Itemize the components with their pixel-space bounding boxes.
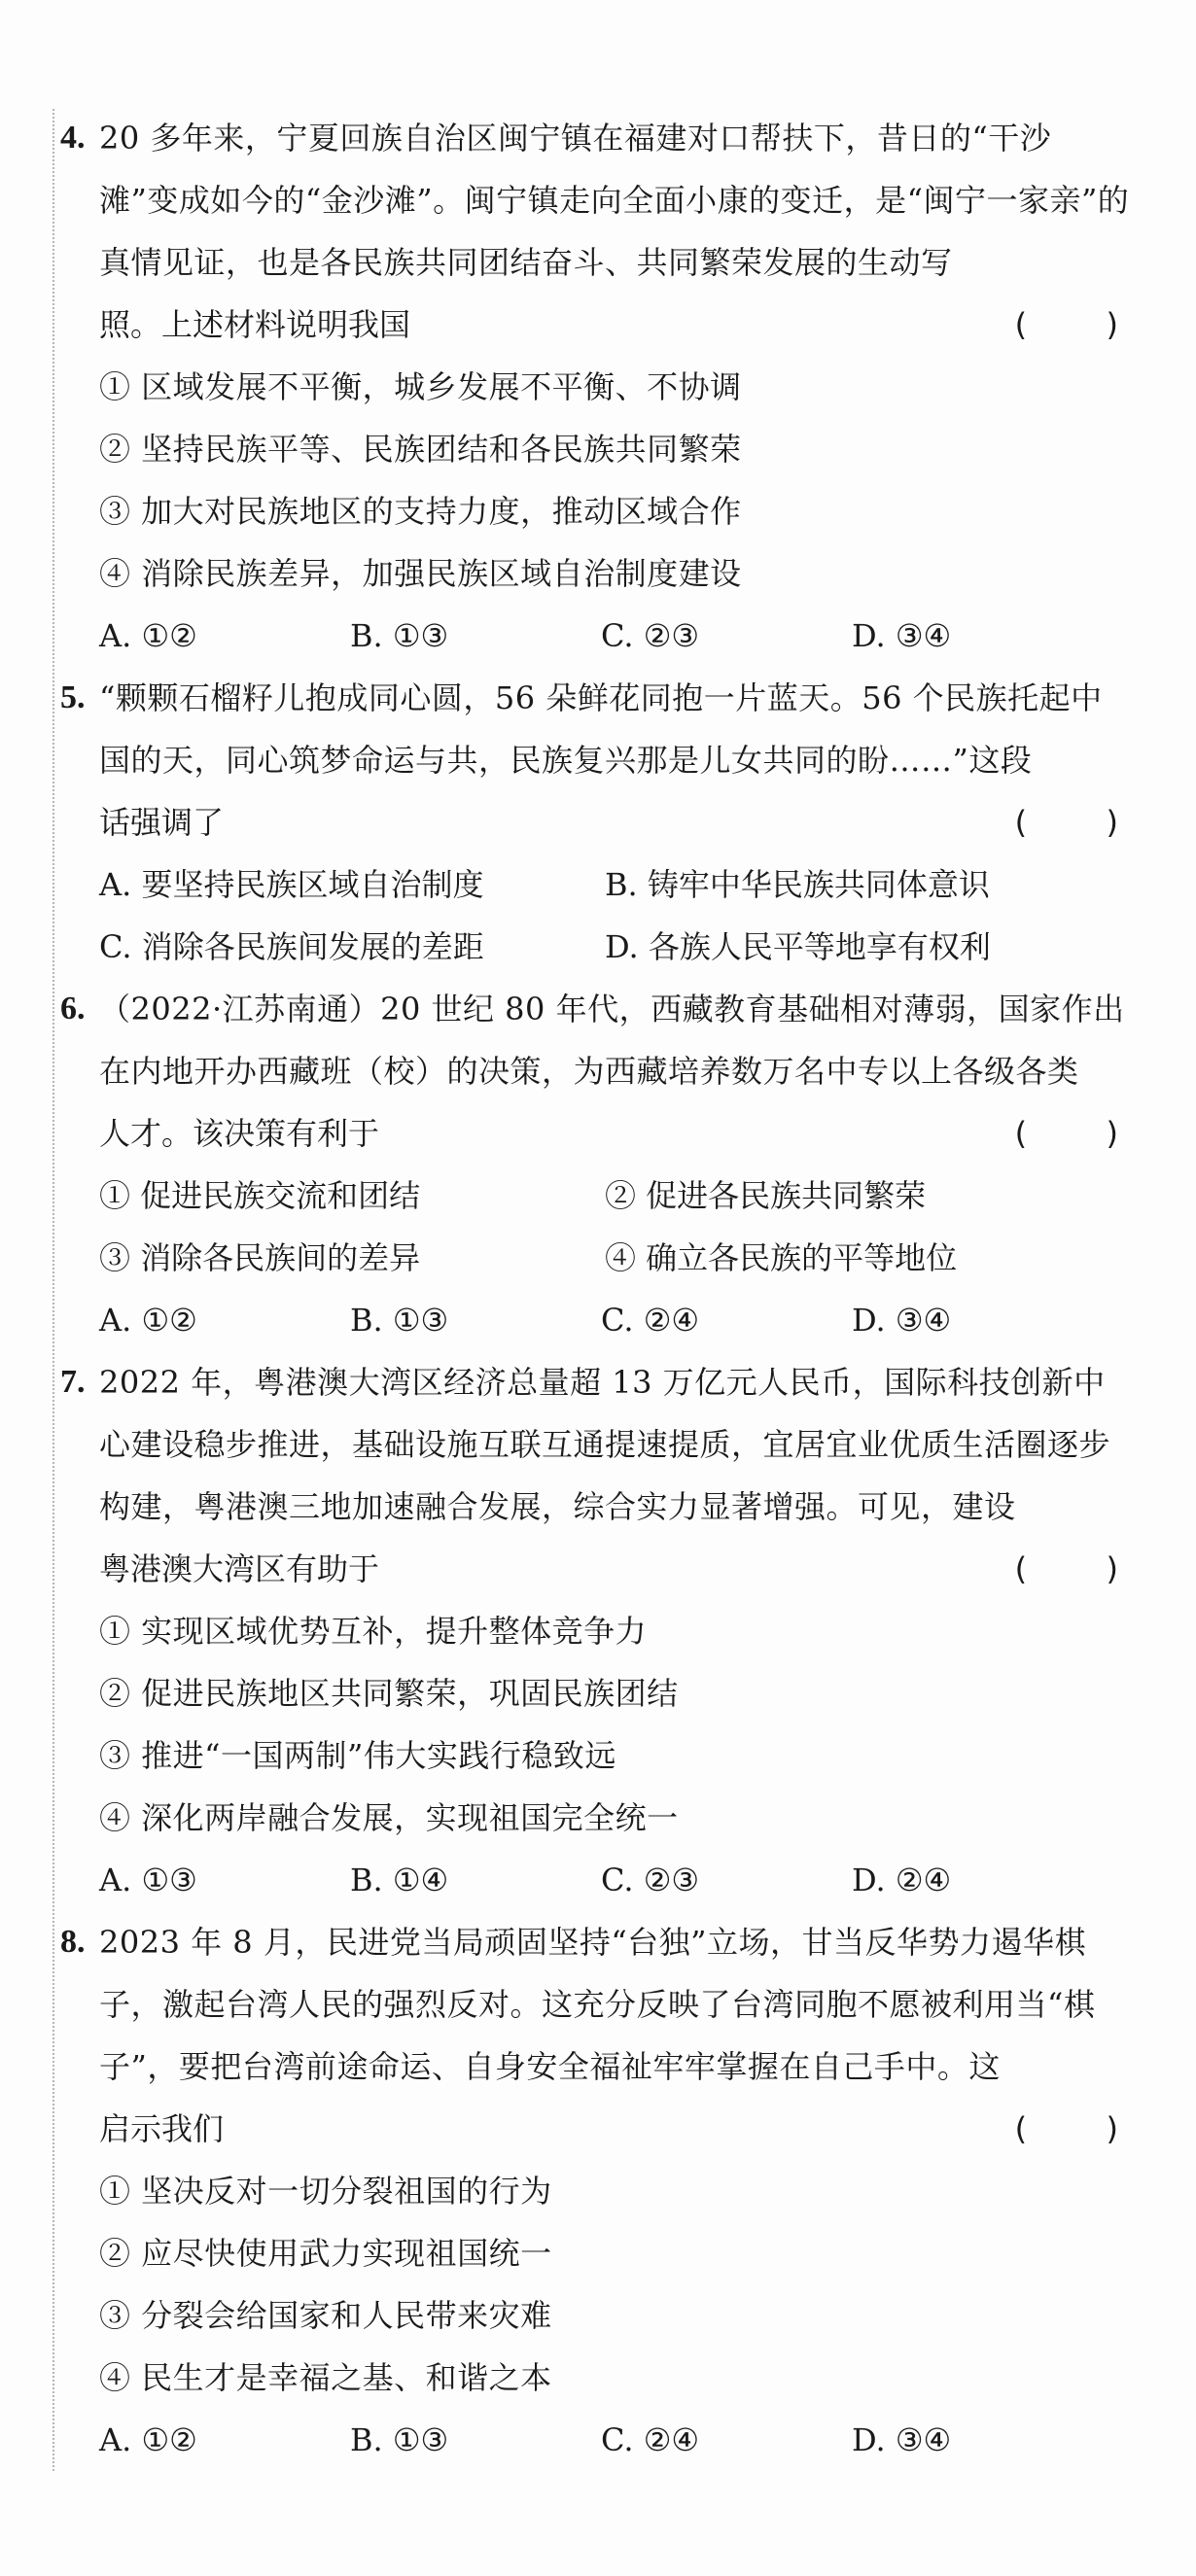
question-5 bbox=[60, 667, 1130, 978]
choice-c: C. ②④ bbox=[601, 1302, 700, 1339]
choice-a: A. ①② bbox=[99, 1302, 197, 1339]
option-item: ④ 确立各民族的平等地位 bbox=[605, 1239, 958, 1276]
question-number: 8. bbox=[60, 1924, 86, 1960]
answer-blank: ( ) bbox=[1014, 1550, 1118, 1587]
question-number: 7. bbox=[60, 1364, 86, 1400]
question-stem-last-line: 照。上述材料说明我国 bbox=[99, 306, 411, 343]
question-number: 6. bbox=[60, 991, 86, 1027]
question-stem: 2022 年，粤港澳大湾区经济总量超 13 万亿元人民币，国际科技创新中心建设稳步推进，基础设施互联互通提速提质，宜居宜业优质生活圈逐步构建，粤港澳三地加速融合发展，综合实力显著增强。可见，建设 bbox=[99, 1364, 1111, 1525]
question-stem-end bbox=[60, 294, 1130, 356]
question-stem-last-line: 粤港澳大湾区有助于 bbox=[99, 1550, 380, 1587]
choice-d: D. 各族人民平等地享有权利 bbox=[605, 928, 991, 965]
option-item: ③ 分裂会给国家和人民带来灾难 bbox=[99, 2297, 552, 2334]
option-item: ② 促进民族地区共同繁荣，巩固民族团结 bbox=[99, 1675, 679, 1712]
choice-d: D. ③④ bbox=[852, 1302, 952, 1339]
choice-c: C. ②③ bbox=[601, 1862, 700, 1898]
choice-a: A. 要坚持民族区域自治制度 bbox=[99, 866, 484, 903]
option-items-row-1 bbox=[60, 1165, 1130, 1227]
question-number: 5. bbox=[60, 679, 86, 715]
question-7 bbox=[60, 1351, 1130, 1911]
option-item: ④ 民生才是幸福之基、和谐之本 bbox=[99, 2359, 552, 2396]
choice-b: B. ①③ bbox=[350, 1302, 449, 1339]
answer-choices bbox=[60, 1849, 1130, 1911]
question-stem: （2022·江苏南通）20 世纪 80 年代，西藏教育基础相对薄弱，国家作出在内地开办西藏班（校）的决策，为西藏培养数万名中专以上各级各类 bbox=[99, 991, 1125, 1090]
choice-b: B. ①③ bbox=[350, 617, 449, 654]
question-stem-end bbox=[60, 2098, 1130, 2160]
choice-b: B. ①③ bbox=[350, 2421, 449, 2458]
question-6 bbox=[60, 978, 1130, 1351]
question-4 bbox=[60, 107, 1130, 667]
question-stem-end bbox=[60, 1538, 1130, 1600]
question-stem-last-line: 人才。该决策有利于 bbox=[99, 1115, 380, 1152]
choice-d: D. ②④ bbox=[852, 1862, 952, 1898]
option-item: ④ 消除民族差异，加强民族区域自治制度建设 bbox=[99, 555, 742, 592]
choice-a: A. ①③ bbox=[99, 1862, 197, 1898]
question-8 bbox=[60, 1911, 1130, 2471]
option-item: ① 实现区域优势互补，提升整体竞争力 bbox=[99, 1613, 648, 1650]
option-item: ③ 加大对民族地区的支持力度，推动区域合作 bbox=[99, 493, 742, 530]
option-item: ① 坚决反对一切分裂祖国的行为 bbox=[99, 2173, 552, 2210]
choice-b: B. 铸牢中华民族共同体意识 bbox=[605, 866, 990, 903]
question-stem-last-line: 启示我们 bbox=[99, 2110, 225, 2147]
answer-blank: ( ) bbox=[1014, 804, 1118, 841]
option-item: ② 应尽快使用武力实现祖国统一 bbox=[99, 2235, 552, 2272]
binding-margin-line bbox=[53, 109, 54, 2471]
question-number: 4. bbox=[60, 120, 86, 156]
answer-blank: ( ) bbox=[1014, 306, 1118, 343]
choice-d: D. ③④ bbox=[852, 2421, 952, 2458]
option-item: ① 促进民族交流和团结 bbox=[99, 1177, 421, 1214]
choice-c: C. ②④ bbox=[601, 2421, 700, 2458]
answer-blank: ( ) bbox=[1014, 2110, 1118, 2147]
option-items-row-2 bbox=[60, 1227, 1130, 1289]
option-item: ② 坚持民族平等、民族团结和各民族共同繁荣 bbox=[99, 431, 742, 468]
option-item: ③ 推进“一国两制”伟大实践行稳致远 bbox=[99, 1737, 616, 1774]
choice-b: B. ①④ bbox=[350, 1862, 449, 1898]
question-stem-end bbox=[60, 1102, 1130, 1165]
answer-choices-row-1 bbox=[60, 853, 1130, 916]
option-item: ② 促进各民族共同繁荣 bbox=[605, 1177, 927, 1214]
choice-a: A. ①② bbox=[99, 2421, 197, 2458]
choice-c: C. ②③ bbox=[601, 617, 700, 654]
question-stem-last-line: 话强调了 bbox=[99, 804, 225, 841]
answer-choices-row-2 bbox=[60, 916, 1130, 978]
question-list bbox=[60, 107, 1130, 2471]
question-stem: 20 多年来，宁夏回族自治区闽宁镇在福建对口帮扶下，昔日的“干沙滩”变成如今的“金沙滩”。闽宁镇走向全面小康的变迁，是“闽宁一家亲”的真情见证，也是各民族共同团结奋斗、共同繁荣发展的生动写 bbox=[99, 120, 1130, 281]
option-item: ③ 消除各民族间的差异 bbox=[99, 1239, 421, 1276]
option-item: ① 区域发展不平衡，城乡发展不平衡、不协调 bbox=[99, 368, 742, 405]
question-stem: 2023 年 8 月，民进党当局顽固坚持“台独”立场，甘当反华势力遏华棋子，激起台湾人民的强烈反对。这充分反映了台湾同胞不愿被利用当“棋子”，要把台湾前途命运、自身安全福祉牢牢掌握在自己手中。这 bbox=[99, 1924, 1096, 2085]
answer-choices bbox=[60, 1289, 1130, 1351]
answer-blank: ( ) bbox=[1014, 1115, 1118, 1152]
option-item: ④ 深化两岸融合发展，实现祖国完全统一 bbox=[99, 1799, 679, 1836]
choice-c: C. 消除各民族间发展的差距 bbox=[99, 928, 484, 965]
question-stem: “颗颗石榴籽儿抱成同心圆，56 朵鲜花同抱一片蓝天。56 个民族托起中国的天，同心筑梦命运与共，民族复兴那是儿女共同的盼……”这段 bbox=[99, 679, 1103, 779]
choice-a: A. ①② bbox=[99, 617, 197, 654]
choice-d: D. ③④ bbox=[852, 617, 952, 654]
answer-choices bbox=[60, 2409, 1130, 2471]
question-stem-end bbox=[60, 791, 1130, 853]
answer-choices bbox=[60, 605, 1130, 667]
